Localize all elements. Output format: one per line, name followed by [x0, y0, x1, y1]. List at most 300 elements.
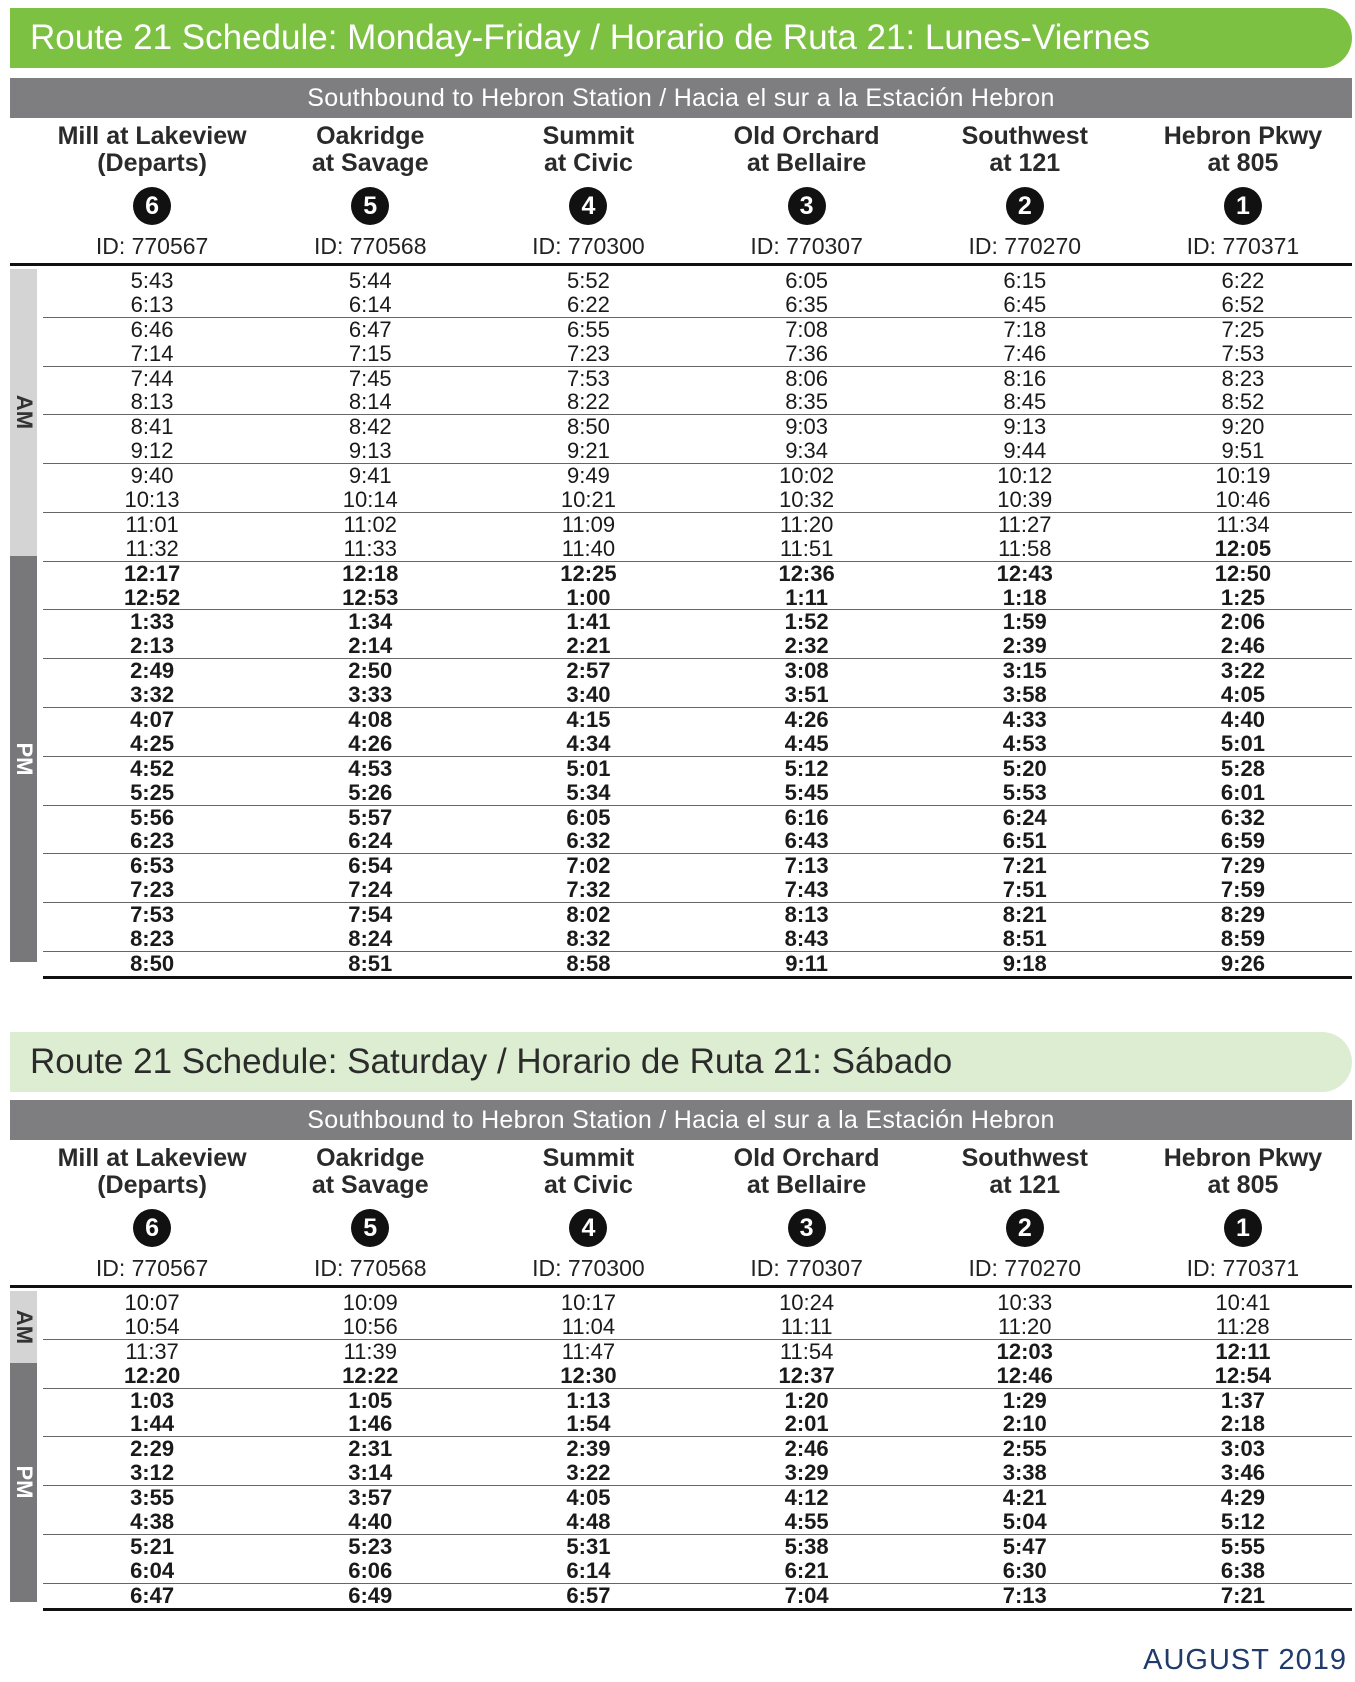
stop-name-line1: Oakridge — [316, 122, 425, 150]
table-row — [43, 659, 1352, 683]
time-cell: 9:18 — [1002, 950, 1047, 976]
stop-name-line2: at Bellaire — [746, 1171, 867, 1199]
time-cell: 5:43 — [130, 267, 174, 293]
table-row — [43, 1510, 1352, 1535]
weekday-direction-bar — [10, 78, 1352, 979]
time-cell: 11:58 — [998, 535, 1052, 561]
time-cell: 9:12 — [130, 438, 174, 464]
stop-name-line1: Southwest — [961, 122, 1088, 150]
time-cell: 5:38 — [784, 1533, 829, 1559]
time-cell: 10:02 — [779, 463, 835, 489]
time-cell: 4:40 — [1220, 706, 1265, 732]
stop-number-badge: 2 — [1006, 1209, 1044, 1247]
stop-number-badge: 3 — [788, 1209, 826, 1247]
time-cell: 3:03 — [1220, 1436, 1265, 1462]
time-cell: 9:51 — [1221, 438, 1265, 464]
table-row — [43, 293, 1352, 318]
time-cell: 2:31 — [348, 1436, 393, 1462]
time-cell: 12:11 — [1215, 1338, 1271, 1364]
stop-id: ID: 770300 — [532, 233, 645, 259]
time-cell: 9:13 — [1003, 414, 1047, 440]
stop-column — [261, 118, 479, 263]
table-row — [43, 390, 1352, 415]
footer-date: AUGUST 2019 — [1143, 1644, 1347, 1676]
time-cell: 5:12 — [784, 755, 829, 781]
time-cell: 11:54 — [779, 1338, 834, 1364]
time-cell: 8:13 — [130, 389, 174, 415]
time-cell: 4:53 — [348, 755, 393, 781]
time-cell: 8:50 — [567, 414, 610, 440]
time-cell: 7:59 — [1220, 877, 1265, 903]
stop-id: ID: 770300 — [532, 1255, 645, 1281]
table-row — [43, 318, 1352, 342]
weekday-schedule — [10, 8, 1352, 68]
stop-name — [58, 123, 247, 179]
period-pm-label — [10, 1363, 37, 1602]
time-cell: 12:03 — [996, 1338, 1053, 1364]
table-row — [43, 562, 1352, 586]
time-cell: 8:14 — [348, 389, 392, 415]
time-cell: 6:59 — [1220, 828, 1265, 854]
time-cell: 4:52 — [130, 755, 175, 781]
time-cell: 5:20 — [1002, 755, 1047, 781]
time-cell: 12:50 — [1214, 560, 1272, 586]
time-cell: 5:52 — [567, 267, 610, 293]
time-cell: 5:23 — [348, 1533, 393, 1559]
time-cell: 5:01 — [566, 755, 611, 781]
time-cell: 7:08 — [785, 316, 829, 342]
time-cell: 1:34 — [348, 609, 393, 635]
table-row — [43, 513, 1352, 537]
time-cell: 2:18 — [1220, 1411, 1265, 1437]
time-cell: 12:22 — [342, 1362, 399, 1388]
time-cell: 3:40 — [566, 682, 611, 708]
table-row — [43, 439, 1352, 464]
time-cell: 6:57 — [566, 1582, 611, 1608]
time-cell: 3:14 — [348, 1460, 393, 1486]
table-row — [43, 537, 1352, 562]
time-cell: 2:14 — [348, 633, 393, 659]
time-cell: 10:13 — [124, 486, 180, 512]
time-cell: 8:45 — [1003, 389, 1047, 415]
time-cell: 2:21 — [566, 633, 611, 659]
period-am-label — [10, 1291, 37, 1363]
stop-name-line2: at Savage — [311, 1171, 429, 1199]
stop-name-line2: at Civic — [543, 1171, 633, 1199]
time-cell: 3:57 — [348, 1485, 393, 1511]
time-cell: 6:05 — [785, 267, 829, 293]
time-cell: 1:59 — [1002, 609, 1047, 635]
time-cell: 2:10 — [1002, 1411, 1047, 1437]
time-cell: 8:52 — [1221, 389, 1265, 415]
time-cell: 1:46 — [348, 1411, 393, 1437]
stop-name — [312, 1145, 429, 1201]
time-cell: 10:39 — [997, 486, 1053, 512]
stop-column — [479, 118, 697, 263]
time-cell: 2:06 — [1220, 609, 1265, 635]
stop-id: ID: 770568 — [313, 233, 427, 259]
time-cell: 5:04 — [1002, 1508, 1047, 1534]
time-cell: 5:26 — [348, 779, 393, 805]
stop-id: ID: 770371 — [1186, 233, 1300, 259]
time-cell: 3:46 — [1220, 1460, 1265, 1486]
time-cell: 6:14 — [348, 291, 392, 317]
stop-column — [698, 1140, 916, 1285]
stop-name-line1: Summit — [542, 122, 635, 150]
time-cell: 7:14 — [130, 340, 174, 366]
time-cell: 12:37 — [778, 1362, 835, 1388]
time-cell: 9:41 — [348, 463, 392, 489]
time-cell: 11:04 — [561, 1313, 616, 1339]
time-cell: 4:26 — [784, 706, 829, 732]
time-cell: 7:29 — [1220, 853, 1265, 879]
time-cell: 3:22 — [1220, 658, 1265, 684]
time-cell: 7:18 — [1003, 316, 1047, 342]
time-cell: 6:54 — [348, 853, 393, 879]
stop-number-badge: 1 — [1224, 187, 1262, 225]
time-cell: 8:21 — [1002, 902, 1047, 928]
time-cell: 9:40 — [130, 463, 174, 489]
stop-id: ID: 770371 — [1186, 1255, 1300, 1281]
time-cell: 6:01 — [1220, 779, 1265, 805]
stop-name-line1: Old Orchard — [733, 122, 880, 150]
table-row — [43, 634, 1352, 659]
time-cell: 9:49 — [567, 463, 610, 489]
time-cell: 3:58 — [1002, 682, 1047, 708]
time-cell: 4:15 — [566, 706, 611, 732]
saturday-schedule — [10, 1032, 1352, 1092]
table-row — [43, 1584, 1352, 1611]
time-cell: 9:03 — [785, 414, 829, 440]
time-cell: 6:13 — [130, 291, 174, 317]
time-cell: 9:26 — [1220, 950, 1265, 976]
period-am-text: AM — [11, 1309, 37, 1344]
time-cell: 3:22 — [566, 1460, 611, 1486]
time-cell: 1:03 — [130, 1387, 175, 1413]
time-cell: 9:34 — [785, 438, 829, 464]
time-cell: 4:48 — [566, 1508, 611, 1534]
time-cell: 4:05 — [566, 1485, 611, 1511]
table-row — [43, 878, 1352, 903]
time-cell: 7:23 — [567, 340, 610, 366]
time-cell: 8:23 — [130, 926, 175, 951]
time-cell: 7:04 — [784, 1582, 829, 1608]
time-cell: 2:29 — [130, 1436, 175, 1462]
table-row — [43, 1315, 1352, 1340]
time-cell: 6:51 — [1002, 828, 1047, 854]
stop-id: ID: 770567 — [95, 1255, 209, 1281]
table-row — [43, 927, 1352, 952]
time-cell: 10:41 — [1215, 1289, 1271, 1315]
table-row — [43, 342, 1352, 367]
time-cell: 10:24 — [779, 1289, 835, 1315]
time-cell: 7:44 — [130, 365, 174, 391]
stop-name-line2: at 805 — [1207, 149, 1279, 177]
time-cell: 4:34 — [566, 730, 611, 756]
time-cell: 10:09 — [342, 1289, 398, 1315]
time-cell: 12:54 — [1214, 1362, 1272, 1388]
time-cell: 3:33 — [348, 682, 393, 708]
time-cell: 1:13 — [566, 1387, 611, 1413]
time-cell: 6:47 — [130, 1582, 175, 1608]
time-cell: 4:55 — [784, 1508, 829, 1534]
stop-column — [479, 1140, 697, 1285]
time-cell: 2:13 — [130, 633, 175, 659]
time-cell: 8:23 — [1221, 365, 1265, 391]
time-cell: 7:13 — [1002, 1582, 1047, 1608]
time-cell: 5:28 — [1220, 755, 1265, 781]
period-pm-label — [10, 556, 37, 962]
time-cell: 10:07 — [124, 1289, 180, 1315]
time-cell: 6:55 — [567, 316, 610, 342]
stop-name-line2: at 121 — [989, 1171, 1061, 1199]
time-cell: 6:16 — [784, 804, 829, 830]
time-cell: 5:53 — [1002, 779, 1047, 805]
table-row — [43, 415, 1352, 439]
time-cell: 4:40 — [348, 1508, 393, 1534]
stop-name — [734, 123, 880, 179]
stop-column — [43, 118, 261, 263]
time-cell: 11:09 — [561, 511, 616, 537]
table-row — [43, 464, 1352, 488]
table-row — [43, 903, 1352, 927]
time-cell: 1:05 — [348, 1387, 393, 1413]
time-cell: 8:22 — [567, 389, 610, 415]
time-cell: 11:28 — [1216, 1313, 1270, 1339]
time-cell: 10:32 — [779, 486, 835, 512]
weekday-direction: Southbound to Hebron Station / Hacia el sur a la Estación Hebron — [10, 78, 1352, 118]
stop-id: ID: 770307 — [750, 1255, 863, 1281]
stop-column — [43, 1140, 261, 1285]
time-cell: 6:30 — [1002, 1557, 1047, 1583]
stop-id: ID: 770568 — [313, 1255, 427, 1281]
time-cell: 7:25 — [1221, 316, 1265, 342]
table-row — [43, 1291, 1352, 1315]
time-cell: 8:32 — [566, 926, 611, 951]
time-cell: 9:21 — [567, 438, 610, 464]
time-cell: 8:50 — [130, 950, 175, 976]
time-cell: 7:21 — [1002, 853, 1047, 879]
table-row — [43, 683, 1352, 708]
time-cell: 12:46 — [996, 1362, 1053, 1388]
stop-number-badge: 3 — [788, 187, 826, 225]
time-cell: 1:18 — [1002, 584, 1047, 610]
time-cell: 4:25 — [130, 730, 175, 756]
time-cell: 11:47 — [561, 1338, 616, 1364]
time-cell: 5:31 — [566, 1533, 611, 1559]
stop-id: ID: 770567 — [95, 233, 209, 259]
stop-name-line1: Summit — [542, 1144, 635, 1172]
time-cell: 1:29 — [1002, 1387, 1047, 1413]
time-cell: 1:44 — [130, 1411, 175, 1437]
saturday-times-table — [10, 1288, 1352, 1611]
stop-name-line1: Hebron Pkwy — [1163, 122, 1323, 150]
time-cell: 4:26 — [348, 730, 393, 756]
time-cell: 7:53 — [1221, 340, 1265, 366]
stop-name-line2: (Departs) — [97, 1171, 207, 1199]
table-row — [43, 1486, 1352, 1510]
table-row — [43, 488, 1352, 513]
time-cell: 10:14 — [342, 486, 398, 512]
time-cell: 7:54 — [348, 902, 393, 928]
time-cell: 3:29 — [784, 1460, 829, 1486]
time-cell: 12:53 — [342, 584, 399, 610]
time-cell: 8:16 — [1003, 365, 1047, 391]
stop-name — [962, 123, 1088, 179]
time-cell: 6:45 — [1003, 291, 1047, 317]
time-cell: 6:14 — [566, 1557, 611, 1583]
time-cell: 6:24 — [1002, 804, 1047, 830]
time-cell: 12:43 — [996, 560, 1053, 586]
time-cell: 12:36 — [778, 560, 835, 586]
time-cell: 9:13 — [348, 438, 392, 464]
stop-name — [58, 1145, 247, 1201]
time-cell: 4:08 — [348, 706, 393, 732]
time-cell: 2:57 — [566, 658, 611, 684]
time-cell: 5:01 — [1220, 730, 1265, 756]
table-row — [43, 708, 1352, 732]
stop-number-badge: 1 — [1224, 1209, 1262, 1247]
time-cell: 5:55 — [1220, 1533, 1265, 1559]
weekday-title: Route 21 Schedule: Monday-Friday / Horario de Ruta 21: Lunes-Viernes — [10, 8, 1352, 68]
time-cell: 11:20 — [779, 511, 834, 537]
time-cell: 8:35 — [785, 389, 829, 415]
time-cell: 7:23 — [130, 877, 175, 903]
period-am-text: AM — [11, 395, 37, 430]
time-cell: 11:51 — [779, 535, 834, 561]
time-cell: 6:23 — [130, 828, 175, 854]
stop-number-badge: 6 — [133, 1209, 171, 1247]
time-cell: 6:35 — [785, 291, 829, 317]
time-cell: 6:32 — [1220, 804, 1265, 830]
time-cell: 8:43 — [784, 926, 829, 951]
table-row — [43, 1389, 1352, 1413]
time-cell: 4:45 — [784, 730, 829, 756]
stop-name — [962, 1145, 1088, 1201]
time-cell: 8:51 — [348, 950, 393, 976]
time-cell: 6:21 — [784, 1557, 829, 1583]
stop-number-badge: 5 — [351, 1209, 389, 1247]
time-cell: 8:02 — [566, 902, 611, 928]
time-cell: 8:59 — [1220, 926, 1265, 951]
time-cell: 6:46 — [130, 316, 174, 342]
table-row — [43, 586, 1352, 611]
table-row — [43, 367, 1352, 391]
time-cell: 8:29 — [1220, 902, 1265, 928]
stop-name-line2: at Savage — [311, 149, 429, 177]
time-cell: 6:22 — [1221, 267, 1265, 293]
time-cell: 8:41 — [130, 414, 174, 440]
time-cell: 4:38 — [130, 1508, 175, 1534]
time-cell: 11:34 — [1216, 511, 1270, 537]
table-row — [43, 1364, 1352, 1389]
stop-number-badge: 5 — [351, 187, 389, 225]
time-cell: 5:12 — [1220, 1508, 1265, 1534]
time-cell: 2:39 — [566, 1436, 611, 1462]
stop-column — [916, 1140, 1134, 1285]
stop-column — [261, 1140, 479, 1285]
saturday-title: Route 21 Schedule: Saturday / Horario de Ruta 21: Sábado — [10, 1032, 1352, 1092]
stop-id: ID: 770270 — [968, 233, 1082, 259]
time-cell: 10:12 — [997, 463, 1053, 489]
time-cell: 6:04 — [130, 1557, 175, 1583]
time-cell: 11:39 — [343, 1338, 397, 1364]
time-cell: 3:38 — [1002, 1460, 1047, 1486]
time-cell: 8:13 — [784, 902, 829, 928]
time-cell: 8:58 — [566, 950, 611, 976]
time-cell: 2:49 — [130, 658, 175, 684]
time-cell: 6:47 — [348, 316, 392, 342]
time-cell: 6:06 — [348, 1557, 393, 1583]
time-cell: 5:34 — [566, 779, 611, 805]
time-cell: 11:11 — [780, 1313, 833, 1339]
stop-name-line1: Oakridge — [316, 1144, 425, 1172]
time-cell: 12:05 — [1214, 535, 1272, 561]
time-cell: 4:21 — [1002, 1485, 1047, 1511]
stop-column — [916, 118, 1134, 263]
time-cell: 9:20 — [1221, 414, 1265, 440]
time-cell: 1:33 — [130, 609, 175, 635]
time-cell: 3:51 — [784, 682, 829, 708]
time-cell: 8:51 — [1002, 926, 1047, 951]
time-cell: 6:22 — [567, 291, 610, 317]
saturday-direction: Southbound to Hebron Station / Hacia el sur a la Estación Hebron — [10, 1100, 1352, 1140]
time-cell: 10:17 — [560, 1289, 616, 1315]
time-cell: 2:50 — [348, 658, 393, 684]
time-cell: 7:36 — [785, 340, 829, 366]
time-cell: 5:57 — [348, 804, 393, 830]
stop-name — [543, 123, 635, 179]
stop-id: ID: 770270 — [968, 1255, 1082, 1281]
time-cell: 2:01 — [784, 1411, 829, 1437]
time-cell: 12:25 — [560, 560, 617, 586]
time-cell: 1:52 — [784, 609, 829, 635]
time-cell: 6:49 — [348, 1582, 393, 1608]
stop-name-line1: Mill at Lakeview — [57, 122, 247, 150]
time-cell: 8:42 — [348, 414, 392, 440]
time-cell: 11:32 — [125, 535, 179, 561]
table-row — [43, 610, 1352, 634]
time-cell: 1:11 — [785, 584, 829, 610]
time-cell: 10:46 — [1215, 486, 1271, 512]
time-cell: 11:02 — [343, 511, 397, 537]
time-cell: 4:33 — [1002, 706, 1047, 732]
time-cell: 9:44 — [1003, 438, 1047, 464]
stop-name-line2: at Civic — [543, 149, 633, 177]
table-row — [43, 829, 1352, 854]
time-cell: 7:53 — [567, 365, 610, 391]
time-cell: 5:25 — [130, 779, 175, 805]
time-cell: 11:37 — [125, 1338, 179, 1364]
time-cell: 1:54 — [566, 1411, 611, 1437]
stop-name — [312, 123, 429, 179]
time-cell: 1:20 — [784, 1387, 829, 1413]
stop-name-line1: Mill at Lakeview — [57, 1144, 247, 1172]
time-cell: 5:56 — [130, 804, 175, 830]
time-cell: 7:02 — [566, 853, 611, 879]
stop-name-line2: at 805 — [1207, 1171, 1279, 1199]
time-cell: 5:47 — [1002, 1533, 1047, 1559]
stop-name — [1164, 123, 1322, 179]
stop-column — [698, 118, 916, 263]
time-cell: 10:54 — [124, 1313, 180, 1339]
time-cell: 6:15 — [1003, 267, 1047, 293]
weekday-times-table — [10, 266, 1352, 979]
stop-column — [1134, 1140, 1352, 1285]
time-cell: 12:52 — [123, 584, 181, 610]
stop-name — [734, 1145, 880, 1201]
time-cell: 1:37 — [1220, 1387, 1265, 1413]
